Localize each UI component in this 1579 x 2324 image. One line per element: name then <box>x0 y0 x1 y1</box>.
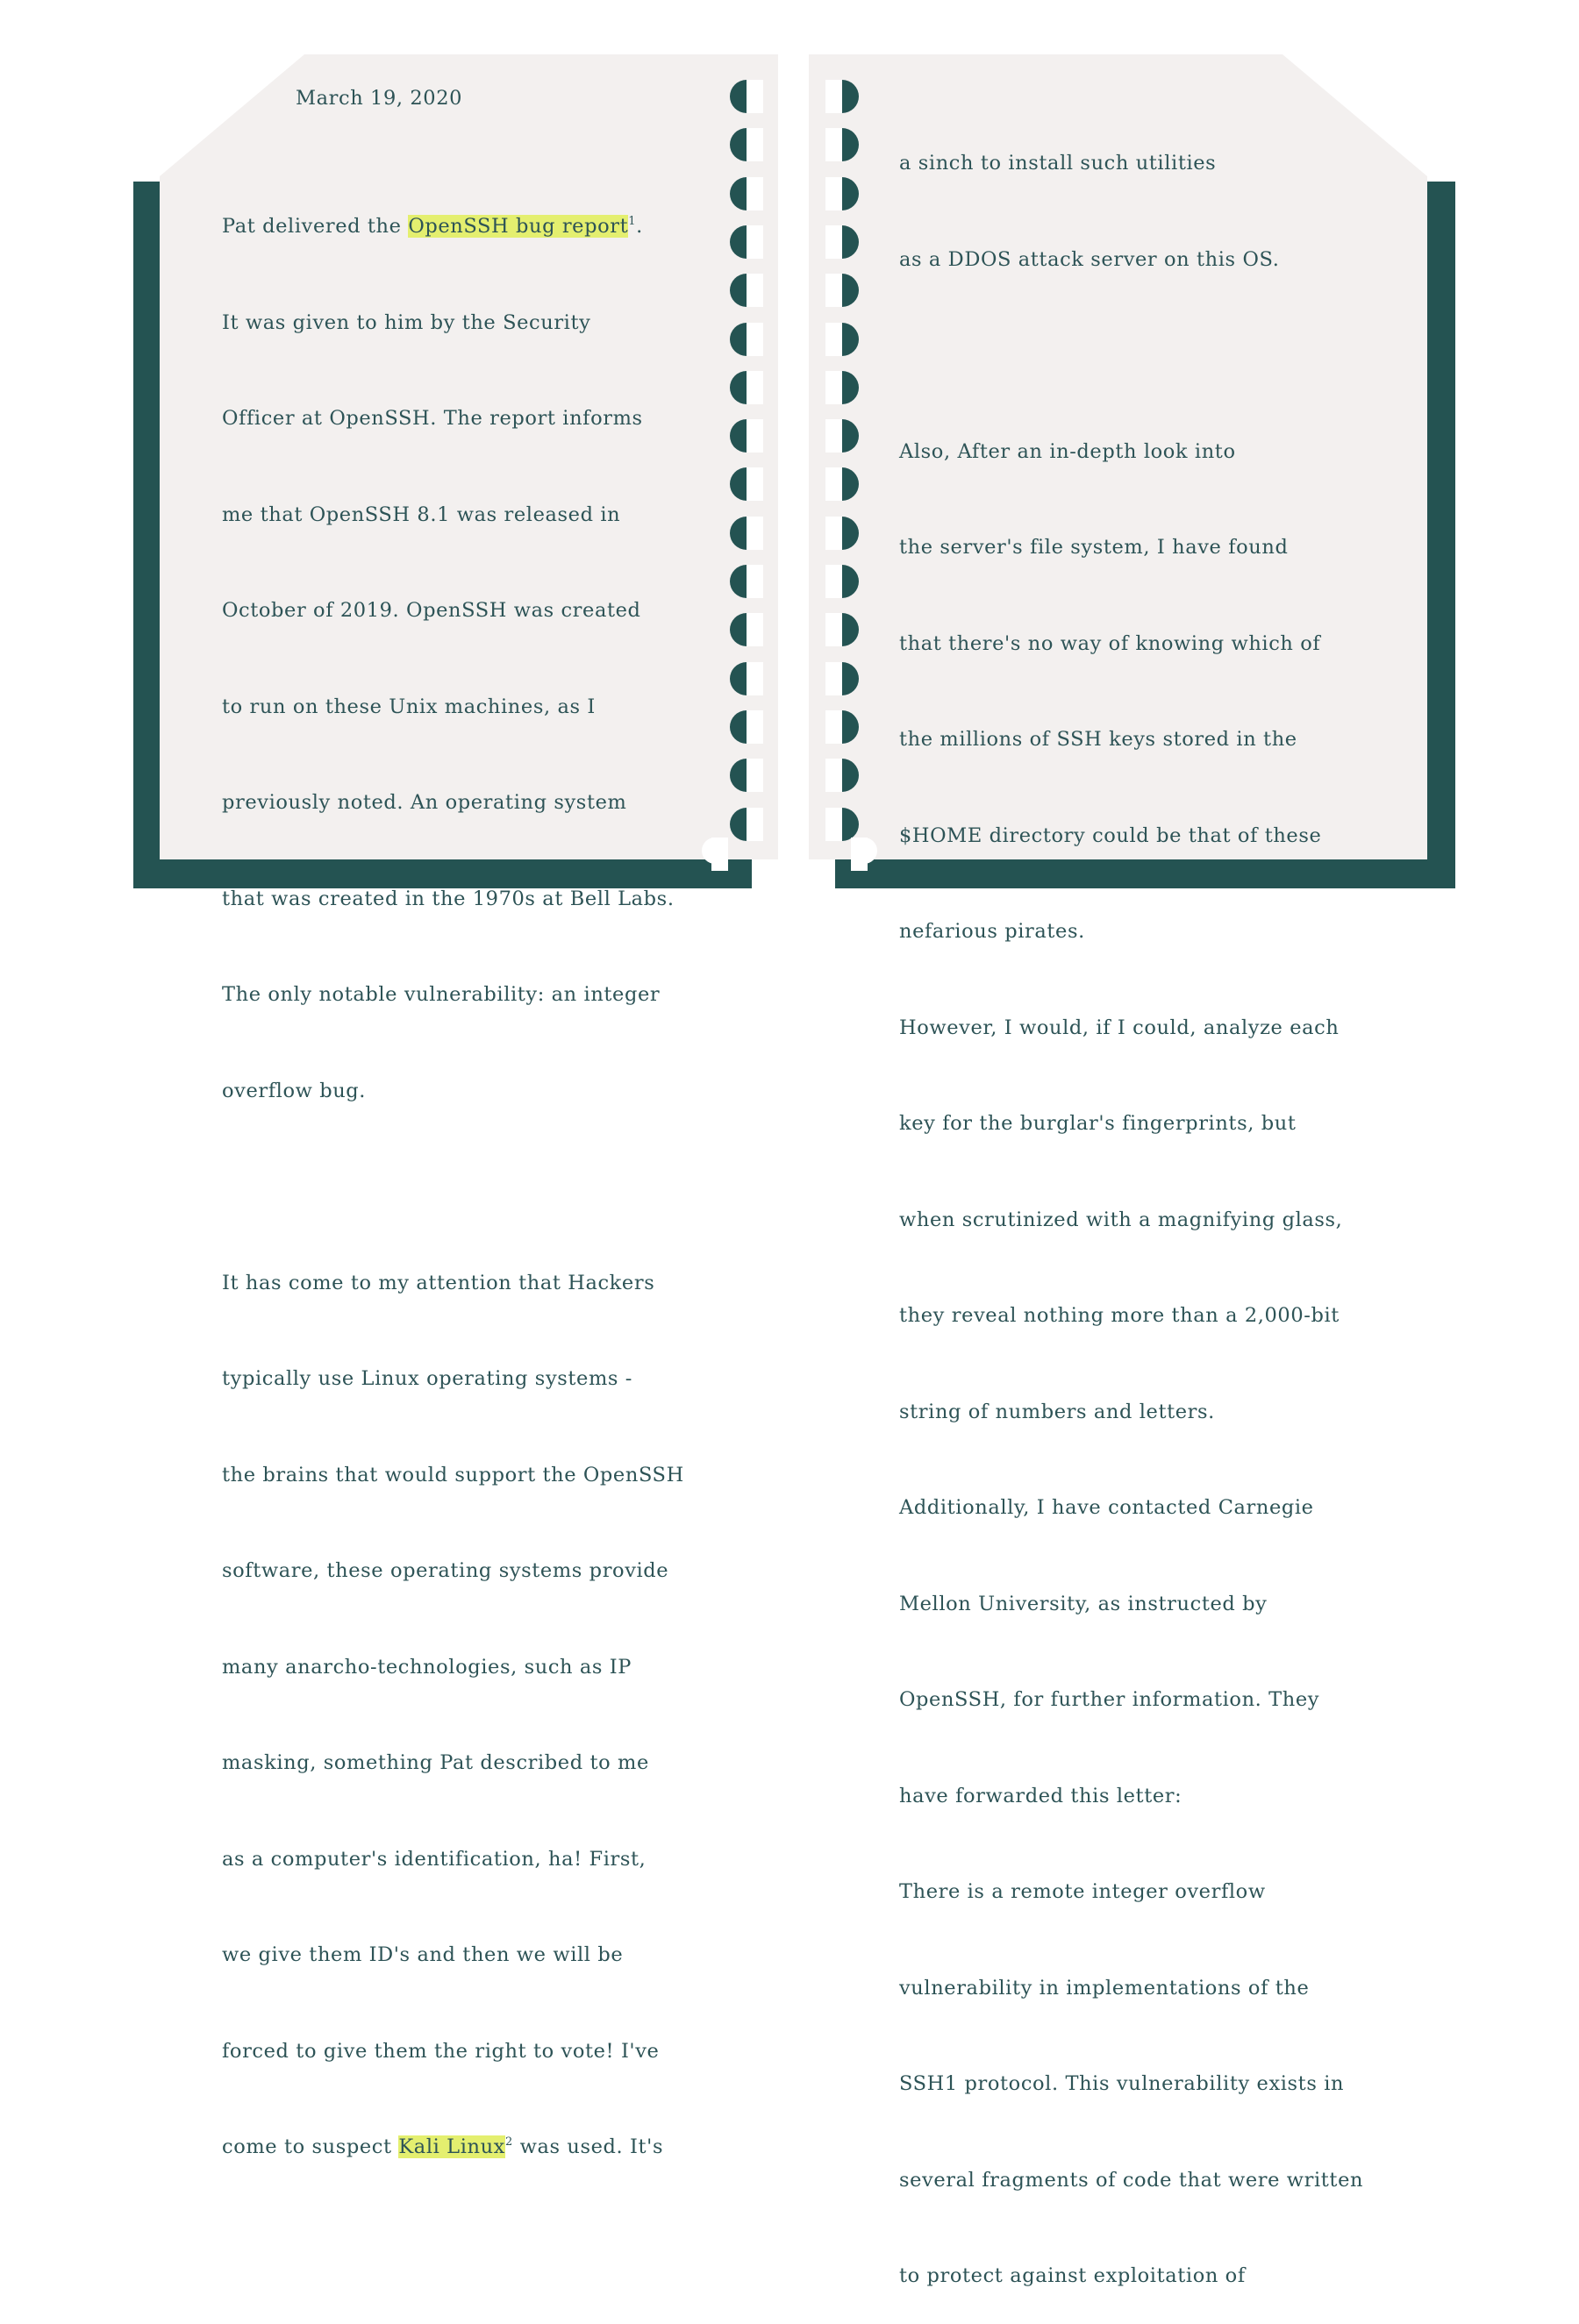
text-line: However, I would, if I could, analyze each <box>899 1016 1340 1039</box>
text-line: Pat delivered the OpenSSH bug report$^1$. <box>222 215 643 238</box>
binding-hole <box>730 128 763 161</box>
text-line: OpenSSH, for further information. They <box>899 1688 1320 1711</box>
text-line: overflow bug. <box>222 1079 367 1102</box>
binding-hole <box>730 225 763 259</box>
journal-date: March 19, 2020 <box>296 87 463 110</box>
highlighted-term-openssh-bug-report: OpenSSH bug report <box>408 215 629 238</box>
binding-hole <box>730 80 763 113</box>
text-line: key for the burglar's fingerprints, but <box>899 1112 1297 1135</box>
binding-hole <box>730 177 763 210</box>
right-page-backing-side <box>1427 182 1455 888</box>
text-line: typically use Linux operating systems - <box>222 1367 633 1390</box>
binding-hole <box>825 177 859 210</box>
blank-line <box>899 339 1363 372</box>
binding-hole <box>730 613 763 646</box>
binding-hole <box>730 419 763 453</box>
text-line: previously noted. An operating system <box>222 791 627 814</box>
text-line: to protect against exploitation of <box>899 2264 1246 2287</box>
text-line: SSH1 protocol. This vulnerability exists in <box>899 2072 1345 2095</box>
text-line: Officer at OpenSSH. The report informs <box>222 407 643 430</box>
binding-hole <box>825 274 859 307</box>
text-line: to run on these Unix machines, as I <box>222 695 596 718</box>
text-line: we give them ID's and then we will be <box>222 1943 624 1966</box>
binding-hole <box>825 808 859 841</box>
blank-line <box>222 1171 684 1203</box>
text-line: forced to give them the right to vote! I've <box>222 2039 660 2063</box>
binding-hole <box>851 838 877 864</box>
text-line: Mellon University, as instructed by <box>899 1592 1268 1615</box>
binding-hole <box>825 759 859 792</box>
text-line: The only notable vulnerability: an integer <box>222 983 661 1006</box>
text-line: have forwarded this letter: <box>899 1784 1182 1807</box>
highlighted-term-kali-linux: Kali Linux <box>398 2135 505 2158</box>
binding-hole <box>730 710 763 744</box>
text-line: me that OpenSSH 8.1 was released in <box>222 503 621 526</box>
binding-hole <box>825 710 859 744</box>
binding-hole <box>825 225 859 259</box>
text-line: many anarcho-technologies, such as IP <box>222 1655 632 1679</box>
text-line: Additionally, I have contacted Carnegie <box>899 1496 1314 1519</box>
binding-hole <box>825 517 859 550</box>
binding-hole <box>825 565 859 598</box>
text-line: they reveal nothing more than a 2,000-bit <box>899 1304 1340 1327</box>
text-line: software, these operating systems provide <box>222 1559 669 1582</box>
text-line: October of 2019. OpenSSH was created <box>222 599 641 622</box>
text-line: as a computer's identification, ha! First, <box>222 1847 647 1871</box>
text-line: come to suspect Kali Linux$^2$ was used. It's <box>222 2135 664 2158</box>
text-line: $HOME directory could be that of these <box>899 823 1322 847</box>
footnote-marker: 1 <box>628 215 637 228</box>
text-line: as a DDOS attack server on this OS. <box>899 247 1280 271</box>
footnote-marker: 2 <box>504 2135 513 2149</box>
text-line: It was given to him by the Security <box>222 310 591 334</box>
binding-hole <box>730 808 763 841</box>
binding-hole <box>730 565 763 598</box>
text-line: There is a remote integer overflow <box>899 1880 1266 1903</box>
text-line: when scrutinized with a magnifying glass, <box>899 1208 1343 1231</box>
binding-hole <box>730 517 763 550</box>
text-line: the brains that would support the OpenSSH <box>222 1463 684 1486</box>
text-line: masking, something Pat described to me <box>222 1751 649 1774</box>
text-line: Also, After an in-depth look into <box>899 439 1236 463</box>
right-page-text <box>899 83 1363 2324</box>
binding-hole <box>730 371 763 404</box>
text-line: It has come to my attention that Hackers <box>222 1271 655 1294</box>
binding-hole <box>730 274 763 307</box>
text-line: the server's file system, I have found <box>899 536 1289 559</box>
text-line: string of numbers and letters. <box>899 1400 1215 1423</box>
left-page-text <box>222 146 684 2195</box>
binding-hole <box>825 371 859 404</box>
text-line: vulnerability in implementations of the <box>899 1976 1310 2000</box>
text-line: nefarious pirates. <box>899 920 1085 943</box>
binding-hole <box>730 759 763 792</box>
binding-hole <box>702 838 728 864</box>
binding-hole <box>825 662 859 695</box>
text-line: that there's no way of knowing which of <box>899 631 1321 655</box>
binding-hole <box>730 662 763 695</box>
binding-hole <box>730 323 763 356</box>
binding-hole <box>825 419 859 453</box>
binding-hole <box>825 323 859 356</box>
text-line: the millions of SSH keys stored in the <box>899 728 1297 751</box>
text-line: that was created in the 1970s at Bell Labs. <box>222 887 675 910</box>
text-line: several fragments of code that were written <box>899 2168 1364 2192</box>
binding-hole <box>730 467 763 501</box>
text-line: a sinch to install such utilities <box>899 152 1217 175</box>
binding-hole <box>825 80 859 113</box>
